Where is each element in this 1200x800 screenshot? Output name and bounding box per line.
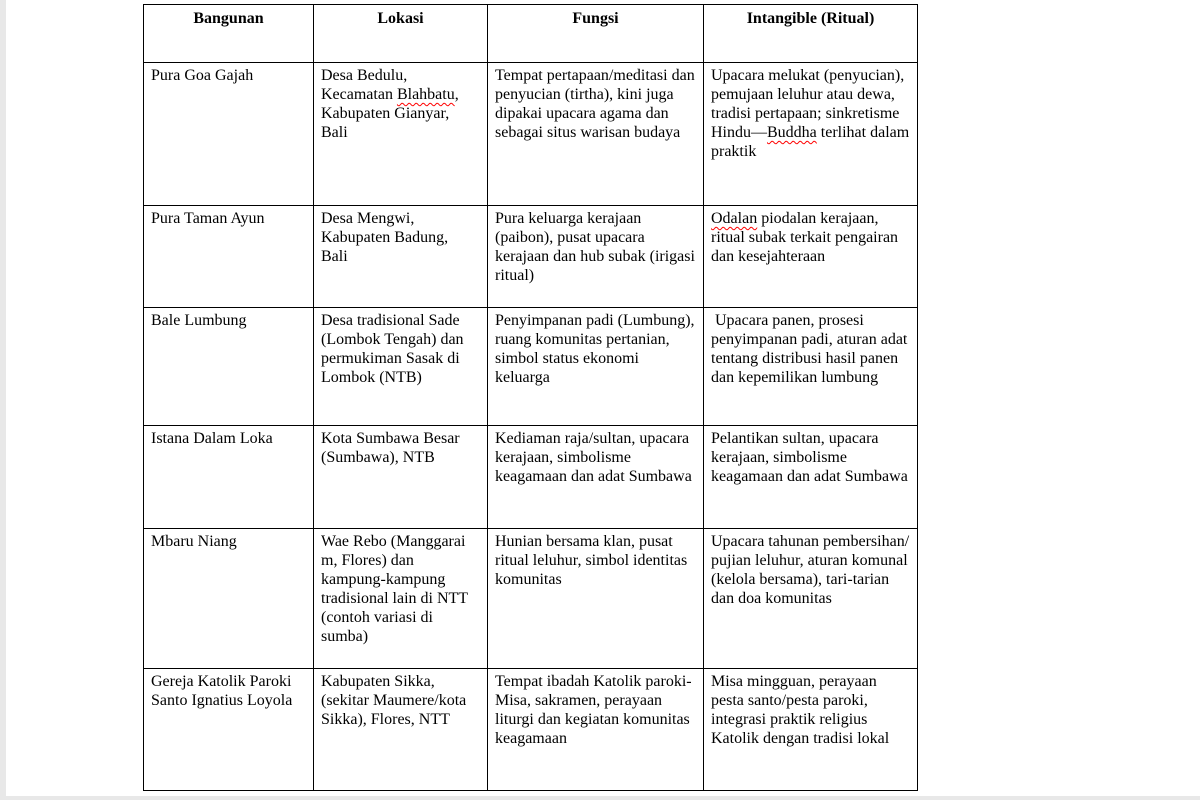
text-segment: Pura Goa Gajah [151,67,254,84]
window-edge-left [0,0,6,800]
text-segment: Kabupaten Sikka, (sekitar Maumere/kota Sikka), Flores, NTT [321,673,471,728]
text-segment: Wae Rebo (Manggarai m, Flores) dan kampung-kampung tradisional lain di NTT (contoh variasi di sumba) [321,533,472,645]
text-segment: , Kabupaten Gianyar, Bali [321,86,463,141]
cell-fungsi [488,308,704,426]
text-segment: Pelantikan sultan, upacara kerajaan, simbolisme keagamaan dan adat Sumbawa [711,430,908,485]
table-header-row [144,5,918,63]
cell-bangunan [144,669,314,791]
table-row [144,669,918,791]
table-row [144,5,918,63]
text-segment: Desa Mengwi, Kabupaten Badung, Bali [321,210,453,265]
cell-lokasi [314,669,488,791]
cell-bangunan [144,63,314,206]
window-edge-bottom [0,796,1200,800]
misspelled-word: Odalan [711,210,758,227]
text-segment: Kota Sumbawa Besar (Sumbawa), NTB [321,430,464,466]
cell-intangible [704,308,918,426]
cell-lokasi [314,63,488,206]
text-segment: piodalan kerajaan, ritual subak terkait pengairan dan kesejahteraan [711,210,903,265]
header-bangunan: Bangunan [144,5,314,63]
cell-bangunan [144,206,314,308]
cell-lokasi [314,206,488,308]
cell-lokasi [314,426,488,529]
table-row [144,63,918,206]
header-fungsi: Fungsi [488,5,704,63]
cell-intangible [704,669,918,791]
text-segment: Gereja Katolik Paroki Santo Ignatius Loyola [151,673,296,709]
table-body [144,63,918,791]
text-segment: Kediaman raja/sultan, upacara kerajaan, simbolisme keagamaan dan adat Sumbawa [495,430,694,485]
header-lokasi: Lokasi [314,5,488,63]
table-row [144,426,918,529]
table-row [144,529,918,669]
text-segment: Hunian bersama klan, pusat ritual leluhur, simbol identitas komunitas [495,533,692,588]
text-segment: Pura Taman Ayun [151,210,265,227]
text-segment: Misa mingguan, perayaan pesta santo/pesta paroki, integrasi praktik religius Katolik dengan tradisi lokal [711,673,890,747]
bangunan-table [143,4,918,791]
cell-bangunan [144,426,314,529]
cell-bangunan [144,529,314,669]
cell-intangible [704,529,918,669]
header-intangible: Intangible (Ritual) [704,5,918,63]
text-segment: Tempat pertapaan/meditasi dan penyucian (tirtha), kini juga dipakai upacara agama dan sebagai situs warisan budaya [495,67,699,141]
text-segment: Upacara panen, prosesi penyimpanan padi, aturan adat tentang distribusi hasil panen dan kepemilikan lumbung [711,312,912,386]
cell-lokasi [314,308,488,426]
text-segment: terlihat dalam praktik [711,124,914,160]
text-segment: Pura keluarga kerajaan (paibon), pusat upacara kerajaan dan hub subak (irigasi ritual) [495,210,699,284]
misspelled-word: Blahbatu [396,86,455,103]
text-segment: Penyimpanan padi (Lumbung), ruang komunitas pertanian, simbol status ekonomi keluarga [495,312,699,386]
cell-fungsi [488,669,704,791]
cell-fungsi [488,63,704,206]
cell-fungsi [488,529,704,669]
text-segment: Desa tradisional Sade (Lombok Tengah) dan permukiman Sasak di Lombok (NTB) [321,312,468,386]
cell-intangible [704,206,918,308]
text-segment: Desa Bedulu, Kecamatan [321,67,412,103]
text-segment: Upacara tahunan pembersihan/ pujian leluhur, aturan komunal (kelola bersama), tari-tarian dan doa komunitas [711,533,914,607]
text-segment: Upacara melukat (penyucian), pemujaan leluhur atau dewa, tradisi pertapaan; sinkretisme Hindu— [711,67,909,141]
text-segment: Istana Dalam Loka [151,430,273,447]
cell-fungsi [488,426,704,529]
cell-intangible [704,63,918,206]
text-segment: Tempat ibadah Katolik paroki-Misa, sakramen, perayaan liturgi dan kegiatan komunitas keagamaan [495,673,694,747]
cell-intangible [704,426,918,529]
cell-fungsi [488,206,704,308]
text-segment: Bale Lumbung [151,312,247,329]
text-segment: Mbaru Niang [151,533,237,550]
table-row [144,308,918,426]
cell-lokasi [314,529,488,669]
cell-bangunan [144,308,314,426]
misspelled-word: Buddha [767,124,817,141]
table-row [144,206,918,308]
